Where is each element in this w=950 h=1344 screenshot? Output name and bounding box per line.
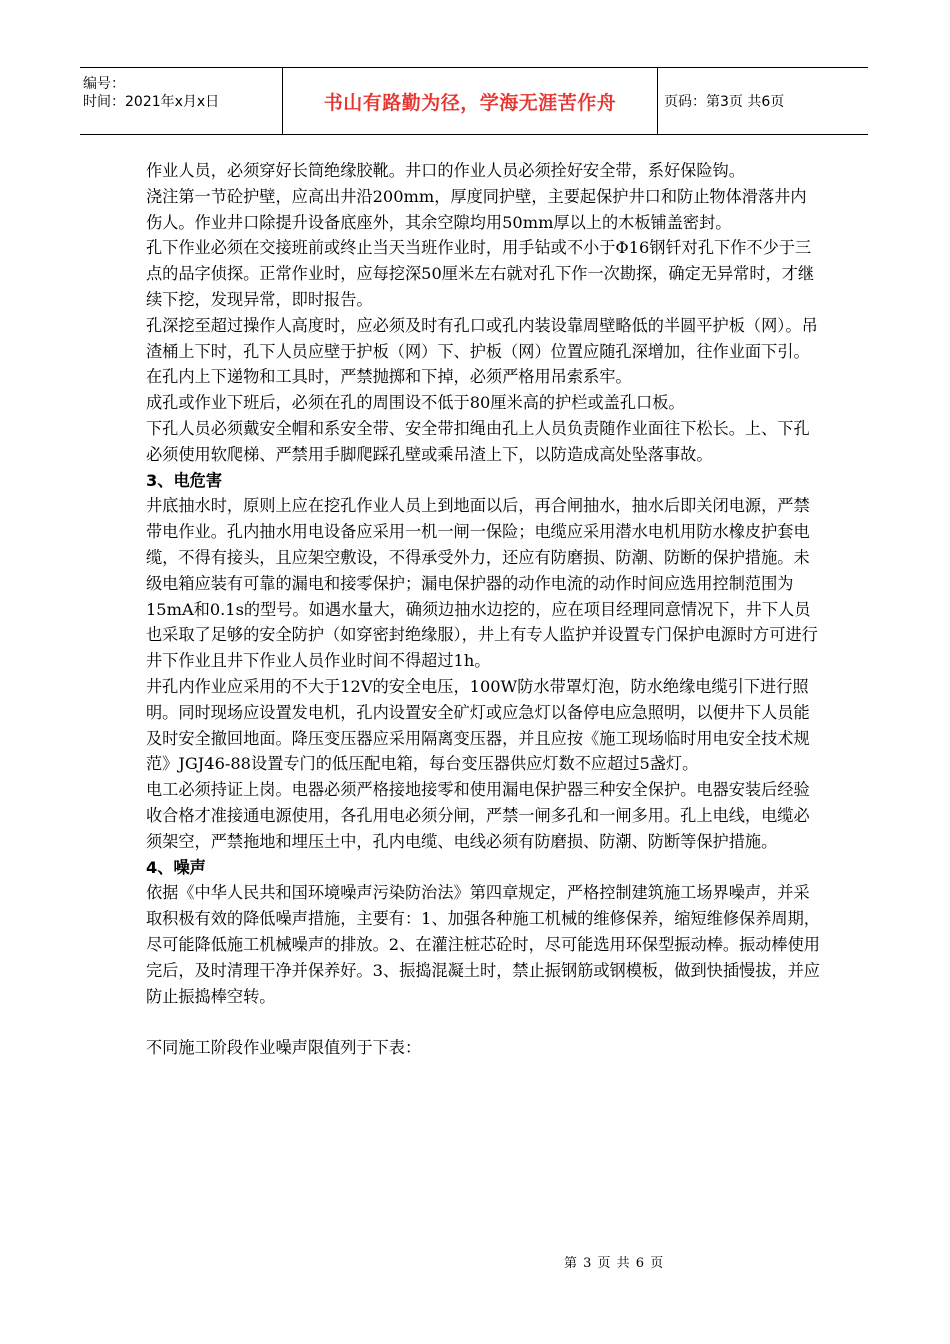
- paragraph: 井底抽水时，原则上应在挖孔作业人员上到地面以后，再合闸抽水，抽水后即关闭电源，严禁带电作业。孔内抽水用电设备应采用一机一闸一保险；电缆应采用潜水电机用防水橡皮护套电缆，不得有接头，且应架空敷设，不得承受外力，还应有防磨损、防潮、防断的保护措施。未级电箱应装有可靠的漏电和接零保护；漏电保护器的动作电流的动作时间应选用控制范围为15mA和0.1s的型号。如遇水量大，确须边抽水边挖的，应在项目经理同意情况下，井下人员也采取了足够的安全防护（如穿密封绝缘服），井上有专人监护并设置专门保护电源时方可进行井下作业且井下作业人员作业时间不得超过1h。: [146, 496, 818, 671]
- paragraph: 浇注第一节砼护壁，应高出井沿200mm，厚度同护壁，主要起保护井口和防止物体滑落井内伤人。作业井口除提升设备底座外，其余空隙均用50mm厚以上的木板铺盖密封。: [146, 186, 807, 232]
- page-header: [80, 67, 868, 135]
- paragraph: 依据《中华人民共和国环境噪声污染防治法》第四章规定，严格控制建筑施工场界噪声，并采取积极有效的降低噪声措施，主要有：1、加强各种施工机械的维修保养，缩短维修保养周期，尽可能降低施工机械噪声的排放。2、在灌注桩芯砼时，尽可能选用环保型振动棒。振动棒使用完后，及时清理干净并保养好。3、振捣混凝土时，禁止振钢筋或钢模板，做到快插慢拔，并应防止振捣棒空转。: [146, 883, 820, 1006]
- document-number-label: 编号：: [83, 76, 125, 92]
- paragraph: 井孔内作业应采用的不大于12V的安全电压，100W防水带罩灯泡，防水绝缘电缆引下进行照明。同时现场应设置发电机，孔内设置安全矿灯或应急灯以备停电应急照明，以便井下人员能及时安全撤回地面。降压变压器应采用隔离变压器，并且应按《施工现场临时用电安全技术规范》JGJ46-88设置专门的低压配电箱，每台变压器供应灯数不应超过5盏灯。: [146, 676, 810, 774]
- paragraph: 孔深挖至超过操作人高度时，应必须及时有孔口或孔内装设靠周壁略低的半圆平护板（网）。吊渣桶上下时，孔下人员应壁于护板（网）下、护板（网）位置应随孔深增加，往作业面下引。在孔内上下递物和工具时，严禁抛掷和下掉，必须严格用吊索系牢。: [146, 315, 818, 387]
- document-body: [146, 158, 822, 1061]
- header-page-cell: [658, 68, 868, 134]
- paragraph: 不同施工阶段作业噪声限值列于下表：: [146, 1038, 422, 1058]
- header-motto-cell: [283, 68, 658, 134]
- paragraph: 下孔人员必须戴安全帽和系安全带、安全带扣绳由孔上人员负责随作业面往下松长。上、下孔必须使用软爬梯、严禁用手脚爬踩孔壁或乘吊渣上下，以防造成高处坠落事故。: [146, 418, 810, 464]
- paragraph: 电工必须持证上岗。电器必须严格接地接零和使用漏电保护器三种安全保护。电器安装后经验收合格才准接通电源使用，各孔用电必须分闸，严禁一闸多孔和一闸多用。孔上电线，电缆必须架空，严禁拖地和埋压土中，孔内电缆、电线必须有防磨损、防潮、防断等保护措施。: [146, 780, 810, 851]
- section-heading: 3、电危害: [146, 470, 223, 490]
- section-heading: 4、噪声: [146, 857, 206, 877]
- page-footer: 第 3 页 共 6 页: [564, 1256, 665, 1271]
- paragraph: 作业人员，必须穿好长筒绝缘胶靴。井口的作业人员必须拴好安全带，系好保险钩。: [146, 161, 745, 180]
- header-page-number: 页码：第3页 共6页: [664, 94, 785, 110]
- paragraph: 孔下作业必须在交接班前或终止当天当班作业时，用手钻或不小于Φ16钢钎对孔下作不少于三点的品字侦探。正常作业时，应每挖深50厘米左右就对孔下作一次勘探，确定无异常时，才继续下挖，发现异常，即时报告。: [146, 238, 815, 309]
- paragraph: 成孔或作业下班后，必须在孔的周围设不低于80厘米高的护栏或盖孔口板。: [146, 393, 685, 413]
- header-meta-cell: [80, 68, 283, 134]
- header-motto: 书山有路勤为径，学海无涯苦作舟: [323, 91, 617, 114]
- document-date: 时间：2021年x月x日: [83, 94, 220, 110]
